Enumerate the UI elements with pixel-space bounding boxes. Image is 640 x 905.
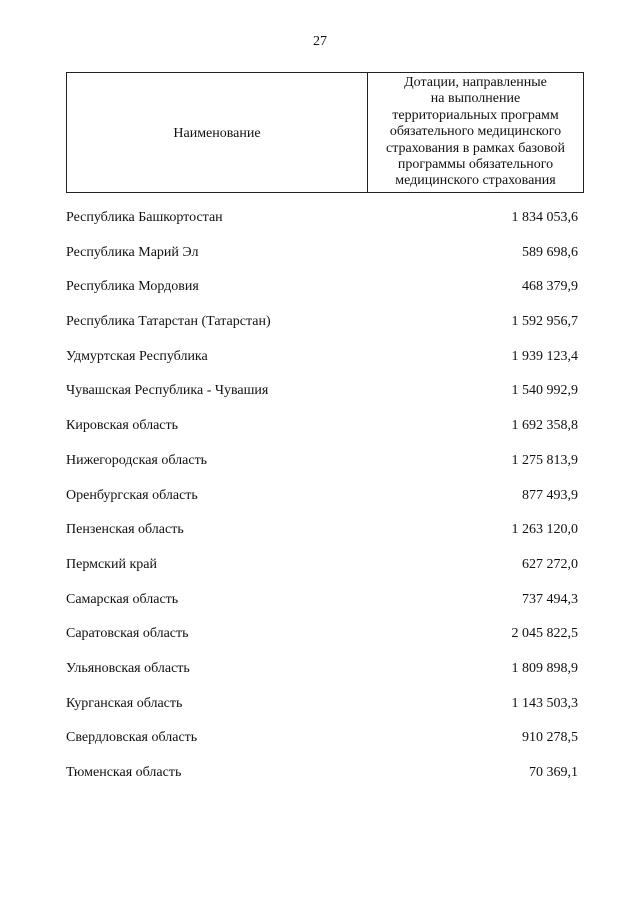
table-row xyxy=(66,210,584,245)
subsidy-value: 1 275 813,9 xyxy=(511,452,578,468)
region-name: Удмуртская Республика xyxy=(66,348,208,364)
subsidy-value: 1 809 898,9 xyxy=(511,660,578,676)
region-name: Пензенская область xyxy=(66,522,184,538)
region-name: Свердловская область xyxy=(66,730,198,746)
table-row xyxy=(66,626,584,661)
page-number: 27 xyxy=(313,34,327,49)
subsidy-value: 468 379,9 xyxy=(522,279,578,295)
region-name: Республика Марий Эл xyxy=(66,244,199,260)
region-name: Кировская область xyxy=(66,418,179,434)
subsidy-value: 589 698,6 xyxy=(522,244,578,260)
table-row xyxy=(66,730,584,765)
region-name: Нижегородская область xyxy=(66,452,208,468)
subsidy-value: 2 045 822,5 xyxy=(511,626,578,642)
region-name: Пермский край xyxy=(66,556,157,572)
subsidy-value: 1 939 123,4 xyxy=(511,348,578,364)
table-row xyxy=(66,314,584,349)
subsidy-value: 627 272,0 xyxy=(522,556,578,572)
table-row xyxy=(66,592,584,627)
subsidy-value: 1 834 053,6 xyxy=(511,210,578,225)
subsidy-value: 1 263 120,0 xyxy=(511,522,578,538)
subsidy-value: 1 692 358,8 xyxy=(511,418,578,434)
header-name-column: Наименование xyxy=(67,73,368,192)
table-row xyxy=(66,696,584,731)
region-name: Оренбургская область xyxy=(66,487,198,503)
table-row xyxy=(66,418,584,453)
table-row xyxy=(66,661,584,696)
region-name: Тюменская область xyxy=(66,765,182,780)
subsidy-value: 737 494,3 xyxy=(522,591,578,607)
table-row xyxy=(66,522,584,557)
table-row xyxy=(66,488,584,523)
header-value-column: Дотации, направленные на выполнение территориальных программ обязательного медицинского страхования в рамках базовой программы обязательного медицинского страхования xyxy=(385,75,566,189)
subsidy-value: 1 592 956,7 xyxy=(511,314,578,330)
table-row xyxy=(66,245,584,280)
region-name: Республика Татарстан (Татарстан) xyxy=(66,314,271,330)
region-name: Курганская область xyxy=(66,695,183,711)
table-row xyxy=(66,279,584,314)
subsidy-value: 877 493,9 xyxy=(522,487,578,503)
table-row xyxy=(66,453,584,488)
subsidy-value: 910 278,5 xyxy=(522,730,578,746)
subsidy-value: 1 143 503,3 xyxy=(511,695,578,711)
region-name: Чувашская Республика - Чувашия xyxy=(66,383,269,399)
table-body xyxy=(66,210,584,800)
table-row xyxy=(66,557,584,592)
table-row xyxy=(66,765,584,800)
subsidy-value: 70 369,1 xyxy=(529,765,578,780)
region-name: Ульяновская область xyxy=(66,660,190,676)
region-name: Республика Мордовия xyxy=(66,279,199,295)
table-row xyxy=(66,349,584,384)
table-header xyxy=(66,72,584,193)
table-row xyxy=(66,383,584,418)
subsidy-value: 1 540 992,9 xyxy=(511,383,578,399)
region-name: Саратовская область xyxy=(66,626,189,642)
region-name: Самарская область xyxy=(66,591,179,607)
region-name: Республика Башкортостан xyxy=(66,210,223,225)
